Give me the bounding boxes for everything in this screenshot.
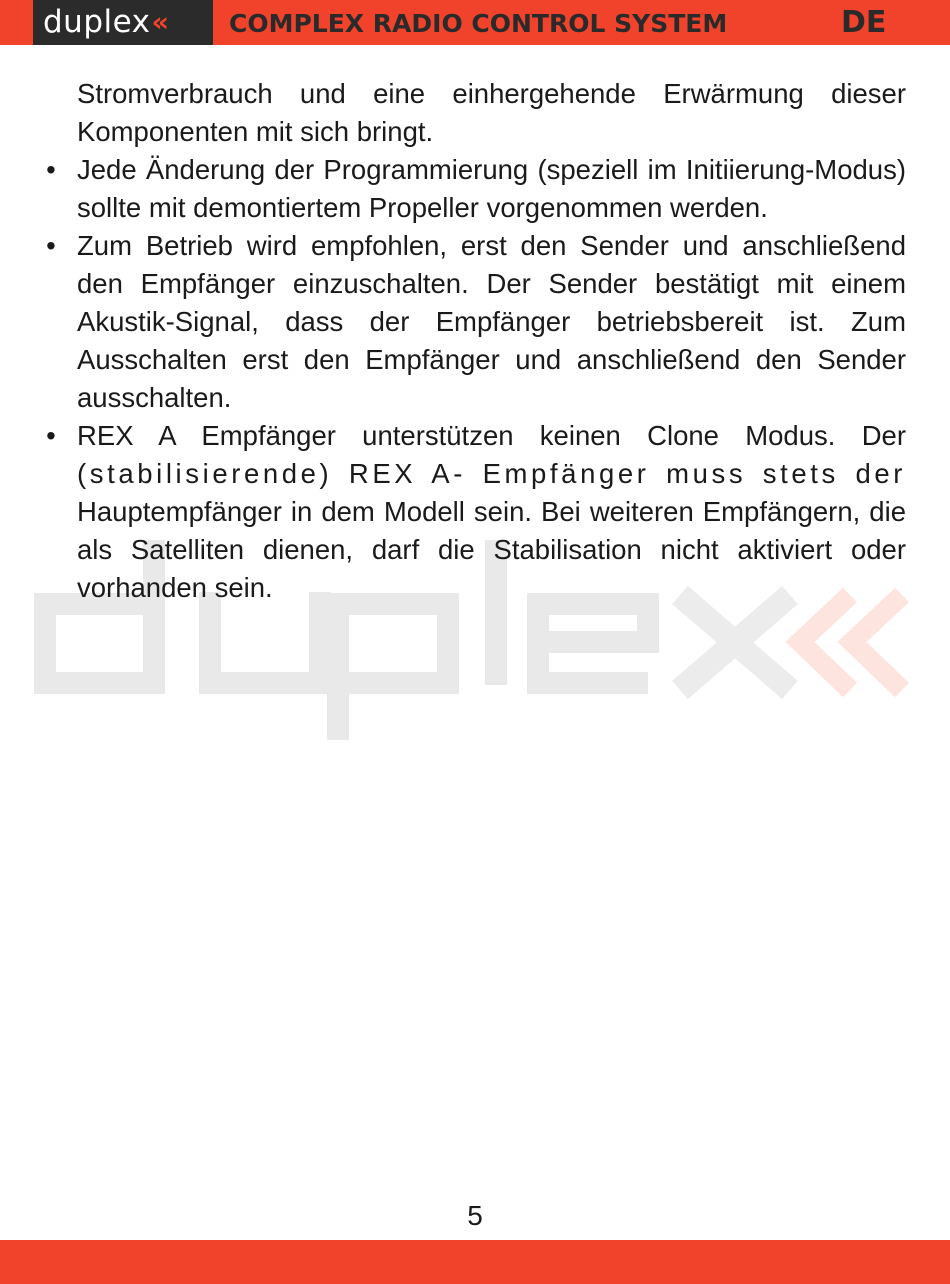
logo-chevrons-icon: « bbox=[151, 7, 169, 38]
duplex-logo bbox=[33, 0, 213, 45]
body-text bbox=[44, 75, 906, 607]
list-item-text: Hauptempfänger in dem Modell sein. Bei weiteren Empfängern, die als Satelliten dienen, darf die Stabilisation nicht aktiviert oder vorhanden sein. bbox=[77, 496, 906, 603]
list-item-text: Jede Änderung der Programmierung (speziell im Initiierung-Modus) sollte mit demontiertem Propeller vorgenommen werden. bbox=[77, 154, 906, 223]
bullet-list bbox=[44, 151, 906, 607]
page-number: 5 bbox=[467, 1200, 483, 1231]
bullet-icon: • bbox=[46, 230, 56, 261]
list-item bbox=[44, 417, 906, 607]
list-item bbox=[44, 227, 906, 417]
page-footer-band bbox=[0, 1240, 950, 1284]
list-item bbox=[44, 151, 906, 227]
continuation-paragraph: Stromverbrauch und eine einhergehende Erwärmung dieser Komponenten mit sich bringt. bbox=[77, 78, 906, 147]
bullet-icon: • bbox=[46, 420, 56, 451]
header-title: COMPLEX RADIO CONTROL SYSTEM bbox=[229, 9, 728, 38]
list-item-text: REX A Empfänger unterstützen keinen Clone Modus. Der bbox=[77, 420, 906, 451]
language-code: DE bbox=[841, 5, 887, 40]
logo-text: duplex bbox=[43, 4, 151, 40]
list-item-text-spread: (stabilisierende) REX A- Empfänger muss stets der bbox=[77, 458, 906, 489]
list-item-text: Zum Betrieb wird empfohlen, erst den Sender und anschließend den Empfänger einzuschalten. Der Sender bestätigt mit einem Akustik-Signal, dass der Empfänger betriebsbereit ist. Zum Ausschalten erst den Empfänger und anschließend den Sender ausschalten. bbox=[77, 230, 906, 413]
page-header bbox=[0, 0, 950, 45]
bullet-icon: • bbox=[46, 154, 56, 185]
